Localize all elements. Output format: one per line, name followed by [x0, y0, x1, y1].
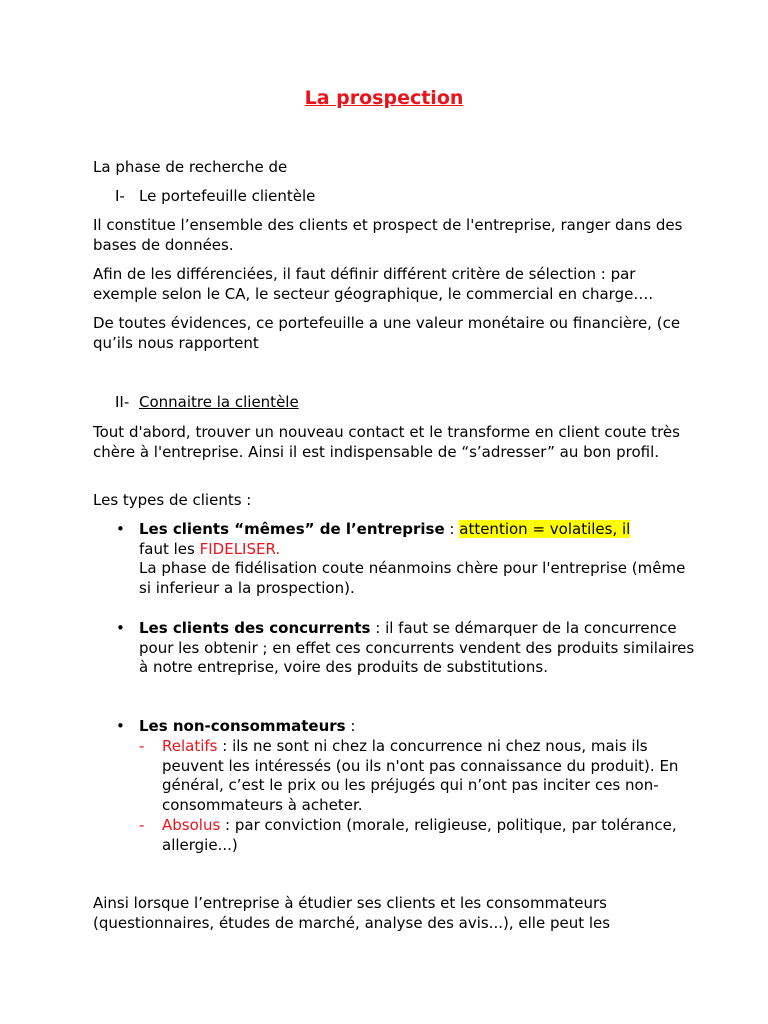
- subitem-relatifs: [162, 737, 702, 815]
- subitem-absolus: [162, 816, 702, 855]
- subitem-2-label: Absolus: [162, 816, 221, 834]
- section-1-number: I-: [115, 187, 125, 205]
- section-1-paragraph-2: Afin de les différenciées, il faut définir différent critère de sélection : par exemple selon le CA, le secteur géographique, le commercial en charge….: [93, 265, 654, 303]
- closing-paragraph: Ainsi lorsque l’entreprise à étudier ses clients et les consommateurs (questionnaires, études de marché, analyse des avis...), elle peut les: [93, 894, 611, 932]
- dash-icon: -: [139, 816, 145, 834]
- section-1-title: Le portefeuille clientèle: [139, 187, 316, 205]
- bullet-1-bold: Les clients “mêmes” de l’entreprise: [139, 520, 445, 538]
- subitem-1-label: Relatifs: [162, 737, 218, 755]
- bullet-2-bold: Les clients des concurrents: [139, 619, 371, 637]
- bullet-1-highlight: attention = volatiles, il: [459, 520, 631, 538]
- bullet-item-competitor-clients: [139, 619, 699, 678]
- bullet-icon: •: [116, 717, 125, 735]
- bullet-icon: •: [116, 619, 125, 637]
- document-title: La prospection: [304, 87, 464, 109]
- bullet-1-line2: faut les: [139, 539, 200, 558]
- bullet-1-separator: :: [444, 520, 460, 538]
- bullet-2-text: : il faut se démarquer de la concurrence pour les obtenir ; en effet ces concurrents vendent des produits similaires à notre entreprise, voire des produits de substitutions.: [139, 619, 695, 676]
- bullet-3-bold: Les non-consommateurs: [139, 717, 346, 735]
- section-1-heading: [115, 187, 315, 207]
- fideliser-text: FIDELISER.: [199, 539, 281, 558]
- bullet-item-non-consumers: [139, 717, 699, 737]
- client-types-label: Les types de clients :: [93, 491, 252, 509]
- subitem-1-text: : ils ne sont ni chez la concurrence ni chez nous, mais ils peuvent les intéressés (ou ils n'ont pas connaissance du produit). En général, c’est le prix ou les préjugés qui n’ont pas inciter ces non-consommateurs à acheter.: [162, 737, 679, 814]
- bullet-icon: •: [116, 520, 125, 538]
- section-1-paragraph-3: De toutes évidences, ce portefeuille a une valeur monétaire ou financière, (ce qu’ils nous rapportent: [93, 314, 681, 352]
- bullet-3-text: :: [345, 717, 356, 735]
- dash-icon: -: [139, 737, 145, 755]
- section-2-number: II-: [115, 393, 130, 411]
- section-2-paragraph-1: Tout d'abord, trouver un nouveau contact et le transforme en client coute très chère à l'entreprise. Ainsi il est indispensable de “s’adresser” au bon profil.: [93, 423, 680, 461]
- subitem-2-text: : par conviction (morale, religieuse, politique, par tolérance, allergie...): [162, 816, 677, 854]
- bullet-item-own-clients: [139, 520, 699, 598]
- bullet-1-line3: La phase de fidélisation coute néanmoins chère pour l'entreprise (même si inferieur a la prospection).: [139, 559, 686, 597]
- intro-text: La phase de recherche de: [93, 158, 288, 176]
- section-2-heading: [115, 393, 299, 413]
- section-1-paragraph-1: Il constitue l’ensemble des clients et prospect de l'entreprise, ranger dans des bases de données.: [93, 216, 683, 254]
- section-2-title: Connaitre la clientèle: [139, 393, 299, 411]
